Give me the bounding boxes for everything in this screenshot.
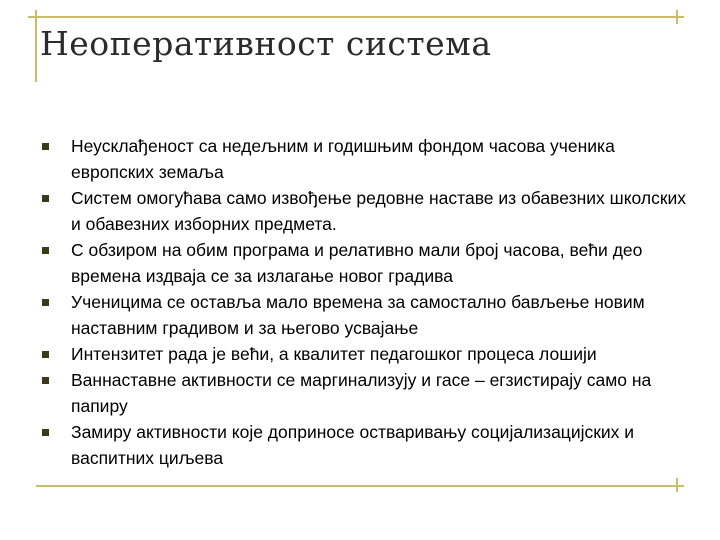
bullet-item xyxy=(42,133,687,185)
decorative-vertical-line xyxy=(35,10,37,82)
bullet-text: Ученицима се оставља мало времена за самостално бављење новим наставним градивом и за његово усвајање xyxy=(71,292,645,338)
bullet-item xyxy=(42,237,687,289)
bullet-text: Замиру активности које доприносе остваривању социјализацијских и васпитних циљева xyxy=(71,422,635,468)
decorative-bottom-corner-tick xyxy=(676,478,678,492)
square-bullet-icon xyxy=(42,247,49,254)
decorative-top-line xyxy=(28,16,684,18)
bullet-text: Систем омогућава само извођење редовне наставе из обавезних школских и обавезних изборних предмета. xyxy=(71,188,687,234)
decorative-bottom-line xyxy=(36,485,684,487)
bullet-item xyxy=(42,341,687,367)
square-bullet-icon xyxy=(42,195,49,202)
bullet-text: Интензитет рада је већи, а квалитет педагошког процеса лошији xyxy=(71,344,597,364)
square-bullet-icon xyxy=(42,299,49,306)
decorative-top-corner-tick xyxy=(676,10,678,24)
bullet-item xyxy=(42,367,687,419)
bullet-item xyxy=(42,185,687,237)
bullet-text: С обзиром на обим програма и релативно мали број часова, већи део времена издваја се за излагање новог градива xyxy=(71,240,643,286)
slide-title: Неоперативност система xyxy=(40,24,492,63)
bullet-list xyxy=(42,133,687,471)
square-bullet-icon xyxy=(42,351,49,358)
square-bullet-icon xyxy=(42,143,49,150)
bullet-item xyxy=(42,289,687,341)
bullet-text: Ваннаставне активности се маргинализују и гасе – егзистирају само на папиру xyxy=(71,370,652,416)
bullet-text: Неусклађеност са недељним и годишњим фондом часова ученика европских земаља xyxy=(71,136,615,182)
bullet-item xyxy=(42,419,687,471)
square-bullet-icon xyxy=(42,429,49,436)
square-bullet-icon xyxy=(42,377,49,384)
